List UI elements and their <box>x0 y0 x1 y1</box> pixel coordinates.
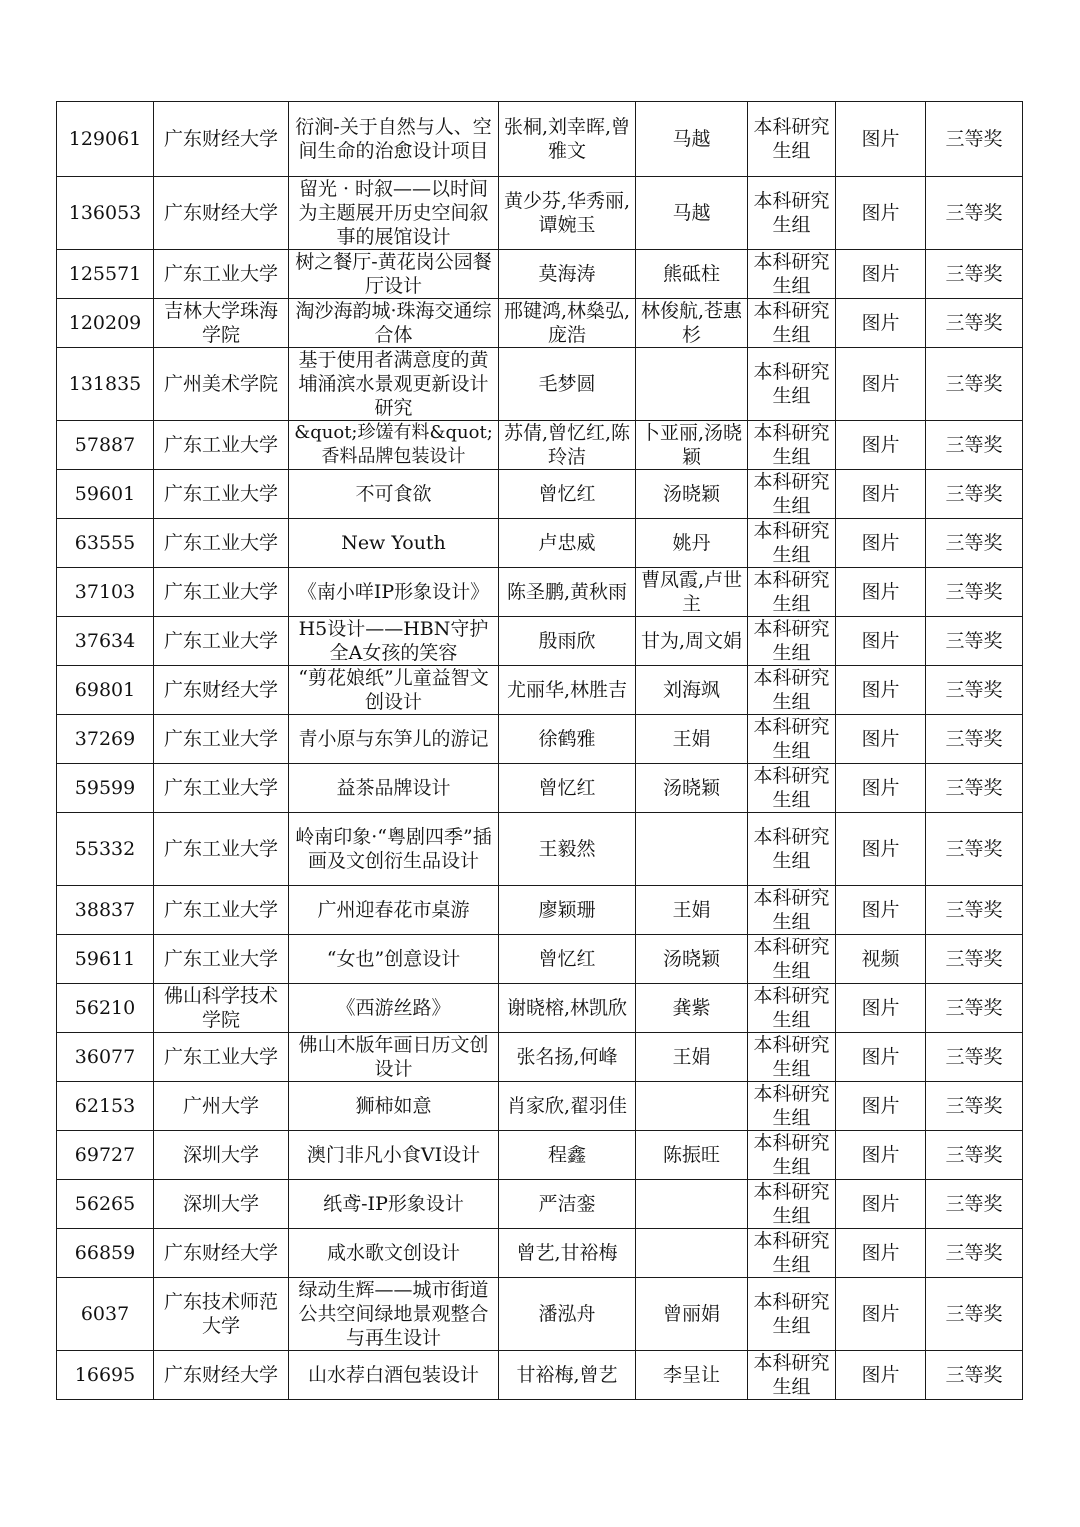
authors-cell: 卢忠威 <box>499 519 636 568</box>
advisor-cell <box>636 813 748 886</box>
table-row <box>57 617 1023 666</box>
type-cell: 图片 <box>836 1033 926 1082</box>
title-cell: 树之餐厅-黄花岗公园餐厅设计 <box>289 250 499 299</box>
school-cell: 广东工业大学 <box>154 421 289 470</box>
group-cell: 本科研究生组 <box>748 102 836 177</box>
entry-id-cell: 125571 <box>57 250 154 299</box>
award-cell: 三等奖 <box>926 1131 1023 1180</box>
advisor-cell <box>636 1082 748 1131</box>
awards-table <box>56 101 1023 1400</box>
title-cell: New Youth <box>289 519 499 568</box>
award-cell: 三等奖 <box>926 1229 1023 1278</box>
table-row <box>57 715 1023 764</box>
group-cell: 本科研究生组 <box>748 886 836 935</box>
school-cell: 广东工业大学 <box>154 470 289 519</box>
title-cell: &quot;珍馐有料&quot;香料品牌包装设计 <box>289 421 499 470</box>
advisor-cell: 曹凤霞,卢世主 <box>636 568 748 617</box>
award-cell: 三等奖 <box>926 299 1023 348</box>
entry-id-cell: 37269 <box>57 715 154 764</box>
table-row <box>57 250 1023 299</box>
group-cell: 本科研究生组 <box>748 250 836 299</box>
advisor-cell <box>636 348 748 421</box>
school-cell: 广东工业大学 <box>154 813 289 886</box>
table-row <box>57 1278 1023 1351</box>
school-cell: 广东财经大学 <box>154 1351 289 1400</box>
table-row <box>57 1033 1023 1082</box>
type-cell: 图片 <box>836 177 926 250</box>
entry-id-cell: 62153 <box>57 1082 154 1131</box>
authors-cell: 黄少芬,华秀丽,谭婉玉 <box>499 177 636 250</box>
school-cell: 深圳大学 <box>154 1131 289 1180</box>
entry-id-cell: 57887 <box>57 421 154 470</box>
school-cell: 广东工业大学 <box>154 715 289 764</box>
table-row <box>57 984 1023 1033</box>
group-cell: 本科研究生组 <box>748 764 836 813</box>
advisor-cell: 汤晓颖 <box>636 470 748 519</box>
school-cell: 广东工业大学 <box>154 250 289 299</box>
entry-id-cell: 129061 <box>57 102 154 177</box>
group-cell: 本科研究生组 <box>748 1278 836 1351</box>
group-cell: 本科研究生组 <box>748 984 836 1033</box>
group-cell: 本科研究生组 <box>748 421 836 470</box>
advisor-cell: 林俊航,苍惠杉 <box>636 299 748 348</box>
award-cell: 三等奖 <box>926 1033 1023 1082</box>
group-cell: 本科研究生组 <box>748 1180 836 1229</box>
advisor-cell: 马越 <box>636 102 748 177</box>
title-cell: 不可食欲 <box>289 470 499 519</box>
table-row <box>57 1180 1023 1229</box>
title-cell: 岭南印象·“粤剧四季”插画及文创衍生品设计 <box>289 813 499 886</box>
award-cell: 三等奖 <box>926 1351 1023 1400</box>
entry-id-cell: 59611 <box>57 935 154 984</box>
type-cell: 图片 <box>836 886 926 935</box>
title-cell: 《南小咩IP形象设计》 <box>289 568 499 617</box>
group-cell: 本科研究生组 <box>748 617 836 666</box>
school-cell: 广东工业大学 <box>154 764 289 813</box>
entry-id-cell: 16695 <box>57 1351 154 1400</box>
advisor-cell: 龚紫 <box>636 984 748 1033</box>
table-row <box>57 102 1023 177</box>
table-row <box>57 1351 1023 1400</box>
title-cell: 狮柿如意 <box>289 1082 499 1131</box>
entry-id-cell: 69801 <box>57 666 154 715</box>
table-row <box>57 764 1023 813</box>
type-cell: 图片 <box>836 299 926 348</box>
group-cell: 本科研究生组 <box>748 935 836 984</box>
type-cell: 图片 <box>836 348 926 421</box>
advisor-cell: 熊砥柱 <box>636 250 748 299</box>
table-row <box>57 1229 1023 1278</box>
advisor-cell <box>636 1180 748 1229</box>
authors-cell: 苏倩,曾忆红,陈玲洁 <box>499 421 636 470</box>
authors-cell: 张桐,刘幸晖,曾雅文 <box>499 102 636 177</box>
title-cell: 广州迎春花市桌游 <box>289 886 499 935</box>
type-cell: 图片 <box>836 617 926 666</box>
type-cell: 图片 <box>836 568 926 617</box>
authors-cell: 曾忆红 <box>499 935 636 984</box>
advisor-cell: 曾丽娟 <box>636 1278 748 1351</box>
award-cell: 三等奖 <box>926 421 1023 470</box>
authors-cell: 潘泓舟 <box>499 1278 636 1351</box>
award-cell: 三等奖 <box>926 519 1023 568</box>
title-cell: 基于使用者满意度的黄埔涌滨水景观更新设计研究 <box>289 348 499 421</box>
title-cell: 佛山木版年画日历文创设计 <box>289 1033 499 1082</box>
advisor-cell: 刘海飒 <box>636 666 748 715</box>
title-cell: H5设计——HBN守护全A女孩的笑容 <box>289 617 499 666</box>
type-cell: 图片 <box>836 421 926 470</box>
table-row <box>57 886 1023 935</box>
title-cell: 衍涧-关于自然与人、空间生命的治愈设计项目 <box>289 102 499 177</box>
group-cell: 本科研究生组 <box>748 177 836 250</box>
table-row <box>57 421 1023 470</box>
advisor-cell: 卜亚丽,汤晓颖 <box>636 421 748 470</box>
school-cell: 广州大学 <box>154 1082 289 1131</box>
group-cell: 本科研究生组 <box>748 1229 836 1278</box>
entry-id-cell: 69727 <box>57 1131 154 1180</box>
title-cell: 留光 · 时叙——以时间为主题展开历史空间叙事的展馆设计 <box>289 177 499 250</box>
type-cell: 图片 <box>836 984 926 1033</box>
title-cell: 淘沙海韵城·珠海交通综合体 <box>289 299 499 348</box>
authors-cell: 严洁銮 <box>499 1180 636 1229</box>
authors-cell: 曾忆红 <box>499 764 636 813</box>
table-row <box>57 666 1023 715</box>
advisor-cell: 姚丹 <box>636 519 748 568</box>
award-cell: 三等奖 <box>926 470 1023 519</box>
entry-id-cell: 131835 <box>57 348 154 421</box>
entry-id-cell: 59601 <box>57 470 154 519</box>
title-cell: 益茶品牌设计 <box>289 764 499 813</box>
advisor-cell: 王娟 <box>636 715 748 764</box>
school-cell: 广东工业大学 <box>154 617 289 666</box>
authors-cell: 肖家欣,翟羽佳 <box>499 1082 636 1131</box>
type-cell: 图片 <box>836 1229 926 1278</box>
entry-id-cell: 120209 <box>57 299 154 348</box>
type-cell: 图片 <box>836 1278 926 1351</box>
entry-id-cell: 6037 <box>57 1278 154 1351</box>
award-cell: 三等奖 <box>926 1180 1023 1229</box>
title-cell: 咸水歌文创设计 <box>289 1229 499 1278</box>
group-cell: 本科研究生组 <box>748 813 836 886</box>
award-cell: 三等奖 <box>926 568 1023 617</box>
award-cell: 三等奖 <box>926 886 1023 935</box>
advisor-cell <box>636 1229 748 1278</box>
group-cell: 本科研究生组 <box>748 715 836 764</box>
table-row <box>57 470 1023 519</box>
type-cell: 图片 <box>836 250 926 299</box>
school-cell: 广东工业大学 <box>154 519 289 568</box>
group-cell: 本科研究生组 <box>748 1351 836 1400</box>
school-cell: 吉林大学珠海学院 <box>154 299 289 348</box>
type-cell: 图片 <box>836 1082 926 1131</box>
group-cell: 本科研究生组 <box>748 348 836 421</box>
authors-cell: 程鑫 <box>499 1131 636 1180</box>
advisor-cell: 王娟 <box>636 886 748 935</box>
type-cell: 图片 <box>836 715 926 764</box>
group-cell: 本科研究生组 <box>748 1082 836 1131</box>
award-cell: 三等奖 <box>926 813 1023 886</box>
type-cell: 图片 <box>836 1180 926 1229</box>
advisor-cell: 汤晓颖 <box>636 935 748 984</box>
school-cell: 广州美术学院 <box>154 348 289 421</box>
award-cell: 三等奖 <box>926 102 1023 177</box>
authors-cell: 曾忆红 <box>499 470 636 519</box>
type-cell: 图片 <box>836 813 926 886</box>
authors-cell: 甘裕梅,曾艺 <box>499 1351 636 1400</box>
entry-id-cell: 55332 <box>57 813 154 886</box>
entry-id-cell: 37634 <box>57 617 154 666</box>
school-cell: 广东工业大学 <box>154 568 289 617</box>
advisor-cell: 甘为,周文娟 <box>636 617 748 666</box>
school-cell: 深圳大学 <box>154 1180 289 1229</box>
award-cell: 三等奖 <box>926 177 1023 250</box>
school-cell: 广东工业大学 <box>154 1033 289 1082</box>
group-cell: 本科研究生组 <box>748 1131 836 1180</box>
advisor-cell: 王娟 <box>636 1033 748 1082</box>
authors-cell: 张名扬,何峰 <box>499 1033 636 1082</box>
award-cell: 三等奖 <box>926 984 1023 1033</box>
authors-cell: 尤丽华,林胜吉 <box>499 666 636 715</box>
award-cell: 三等奖 <box>926 1278 1023 1351</box>
group-cell: 本科研究生组 <box>748 1033 836 1082</box>
authors-cell: 谢晓榕,林凯欣 <box>499 984 636 1033</box>
advisor-cell: 马越 <box>636 177 748 250</box>
award-cell: 三等奖 <box>926 666 1023 715</box>
award-cell: 三等奖 <box>926 617 1023 666</box>
group-cell: 本科研究生组 <box>748 666 836 715</box>
type-cell: 图片 <box>836 1131 926 1180</box>
authors-cell: 邢键鸿,林燊弘,庞浩 <box>499 299 636 348</box>
school-cell: 广东财经大学 <box>154 666 289 715</box>
entry-id-cell: 59599 <box>57 764 154 813</box>
title-cell: 澳门非凡小食VI设计 <box>289 1131 499 1180</box>
group-cell: 本科研究生组 <box>748 470 836 519</box>
award-cell: 三等奖 <box>926 348 1023 421</box>
title-cell: 纸鸢-IP形象设计 <box>289 1180 499 1229</box>
authors-cell: 毛梦圆 <box>499 348 636 421</box>
award-cell: 三等奖 <box>926 764 1023 813</box>
table-row <box>57 299 1023 348</box>
school-cell: 广东技术师范大学 <box>154 1278 289 1351</box>
advisor-cell: 汤晓颖 <box>636 764 748 813</box>
type-cell: 图片 <box>836 764 926 813</box>
entry-id-cell: 56265 <box>57 1180 154 1229</box>
group-cell: 本科研究生组 <box>748 519 836 568</box>
type-cell: 图片 <box>836 666 926 715</box>
advisor-cell: 陈振旺 <box>636 1131 748 1180</box>
school-cell: 广东财经大学 <box>154 177 289 250</box>
title-cell: “剪花娘纸”儿童益智文创设计 <box>289 666 499 715</box>
table-row <box>57 177 1023 250</box>
title-cell: 《西游丝路》 <box>289 984 499 1033</box>
school-cell: 广东工业大学 <box>154 935 289 984</box>
table-row <box>57 1131 1023 1180</box>
authors-cell: 王毅然 <box>499 813 636 886</box>
authors-cell: 殷雨欣 <box>499 617 636 666</box>
entry-id-cell: 63555 <box>57 519 154 568</box>
award-cell: 三等奖 <box>926 935 1023 984</box>
authors-cell: 廖颖珊 <box>499 886 636 935</box>
awards-table-body <box>57 102 1023 1400</box>
school-cell: 佛山科学技术学院 <box>154 984 289 1033</box>
entry-id-cell: 136053 <box>57 177 154 250</box>
entry-id-cell: 36077 <box>57 1033 154 1082</box>
entry-id-cell: 38837 <box>57 886 154 935</box>
table-row <box>57 813 1023 886</box>
advisor-cell: 李呈让 <box>636 1351 748 1400</box>
school-cell: 广东财经大学 <box>154 102 289 177</box>
title-cell: 山水荐白酒包装设计 <box>289 1351 499 1400</box>
type-cell: 图片 <box>836 519 926 568</box>
type-cell: 视频 <box>836 935 926 984</box>
title-cell: 绿动生辉——城市街道公共空间绿地景观整合与再生设计 <box>289 1278 499 1351</box>
authors-cell: 曾艺,甘裕梅 <box>499 1229 636 1278</box>
entry-id-cell: 66859 <box>57 1229 154 1278</box>
type-cell: 图片 <box>836 470 926 519</box>
award-cell: 三等奖 <box>926 715 1023 764</box>
authors-cell: 陈圣鹏,黄秋雨 <box>499 568 636 617</box>
authors-cell: 莫海涛 <box>499 250 636 299</box>
table-row <box>57 348 1023 421</box>
table-row <box>57 1082 1023 1131</box>
school-cell: 广东财经大学 <box>154 1229 289 1278</box>
authors-cell: 徐鹤雅 <box>499 715 636 764</box>
title-cell: “女也”创意设计 <box>289 935 499 984</box>
entry-id-cell: 56210 <box>57 984 154 1033</box>
entry-id-cell: 37103 <box>57 568 154 617</box>
title-cell: 青小原与东笋儿的游记 <box>289 715 499 764</box>
table-row <box>57 935 1023 984</box>
type-cell: 图片 <box>836 1351 926 1400</box>
group-cell: 本科研究生组 <box>748 299 836 348</box>
table-row <box>57 519 1023 568</box>
type-cell: 图片 <box>836 102 926 177</box>
award-cell: 三等奖 <box>926 1082 1023 1131</box>
school-cell: 广东工业大学 <box>154 886 289 935</box>
table-row <box>57 568 1023 617</box>
group-cell: 本科研究生组 <box>748 568 836 617</box>
award-cell: 三等奖 <box>926 250 1023 299</box>
